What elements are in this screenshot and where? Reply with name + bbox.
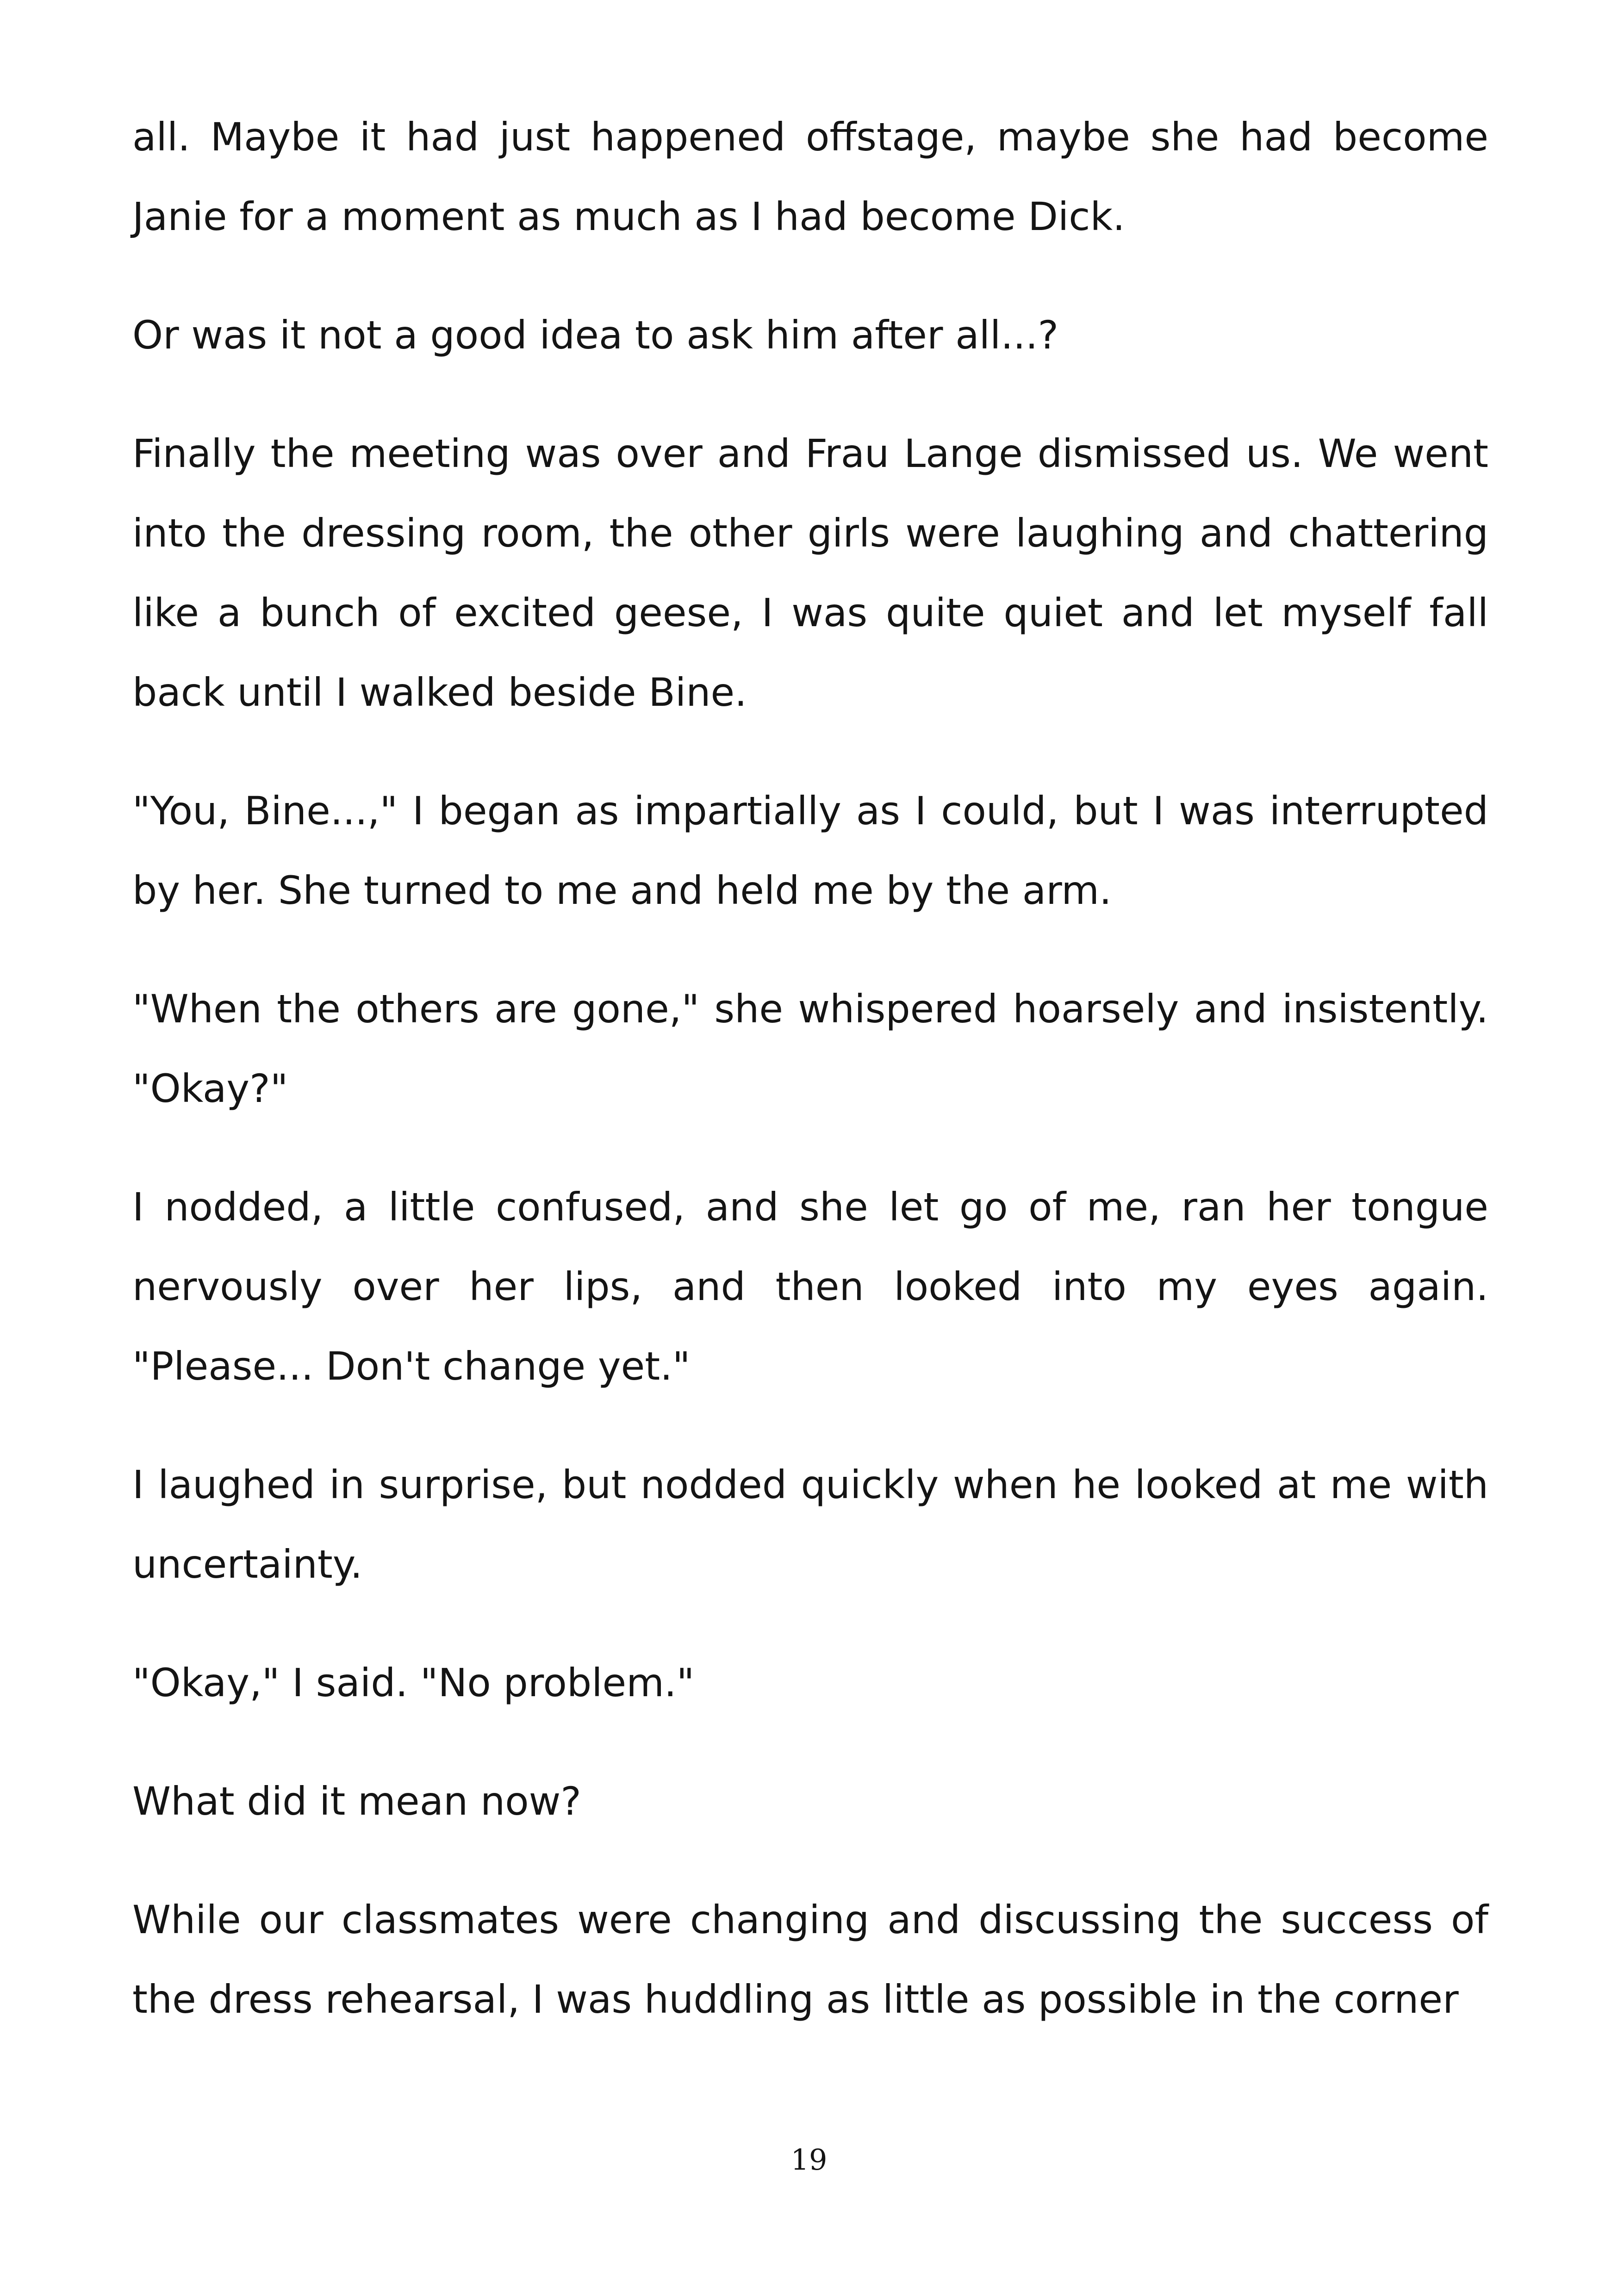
paragraph-9: What did it mean now? — [132, 1779, 581, 1824]
paragraph-4: "You, Bine...," I began as impartially as I could, but I was interrupted by her. She turned to me and held me by the arm. — [132, 788, 1488, 913]
page-number: 19 — [790, 2143, 828, 2177]
paragraph-5: "When the others are gone," she whispered hoarsely and insistently. "Okay?" — [132, 986, 1488, 1111]
paragraph-6: I nodded, a little confused, and she let go of me, ran her tongue nervously over her lips, and then looked into my eyes again. "Please... Don't change yet." — [132, 1184, 1488, 1389]
paragraph-7: I laughed in surprise, but nodded quickly when he looked at me with uncertainty. — [132, 1462, 1488, 1587]
paragraph-3: Finally the meeting was over and Frau Lange dismissed us. We went into the dressing room, the other girls were laughing and chattering like a bunch of excited geese, I was quite quiet and let myself fall back until I walked beside Bine. — [132, 431, 1488, 715]
body-text — [132, 97, 1488, 2078]
paragraph-8: "Okay," I said. "No problem." — [132, 1660, 695, 1705]
paragraph-2: Or was it not a good idea to ask him after all...? — [132, 312, 1059, 358]
paragraph-1: all. Maybe it had just happened offstage, maybe she had become Janie for a moment as much as I had become Dick. — [132, 114, 1488, 239]
paragraph-10: While our classmates were changing and discussing the success of the dress rehearsal, I was huddling as little as possible in the corner — [132, 1897, 1488, 2022]
